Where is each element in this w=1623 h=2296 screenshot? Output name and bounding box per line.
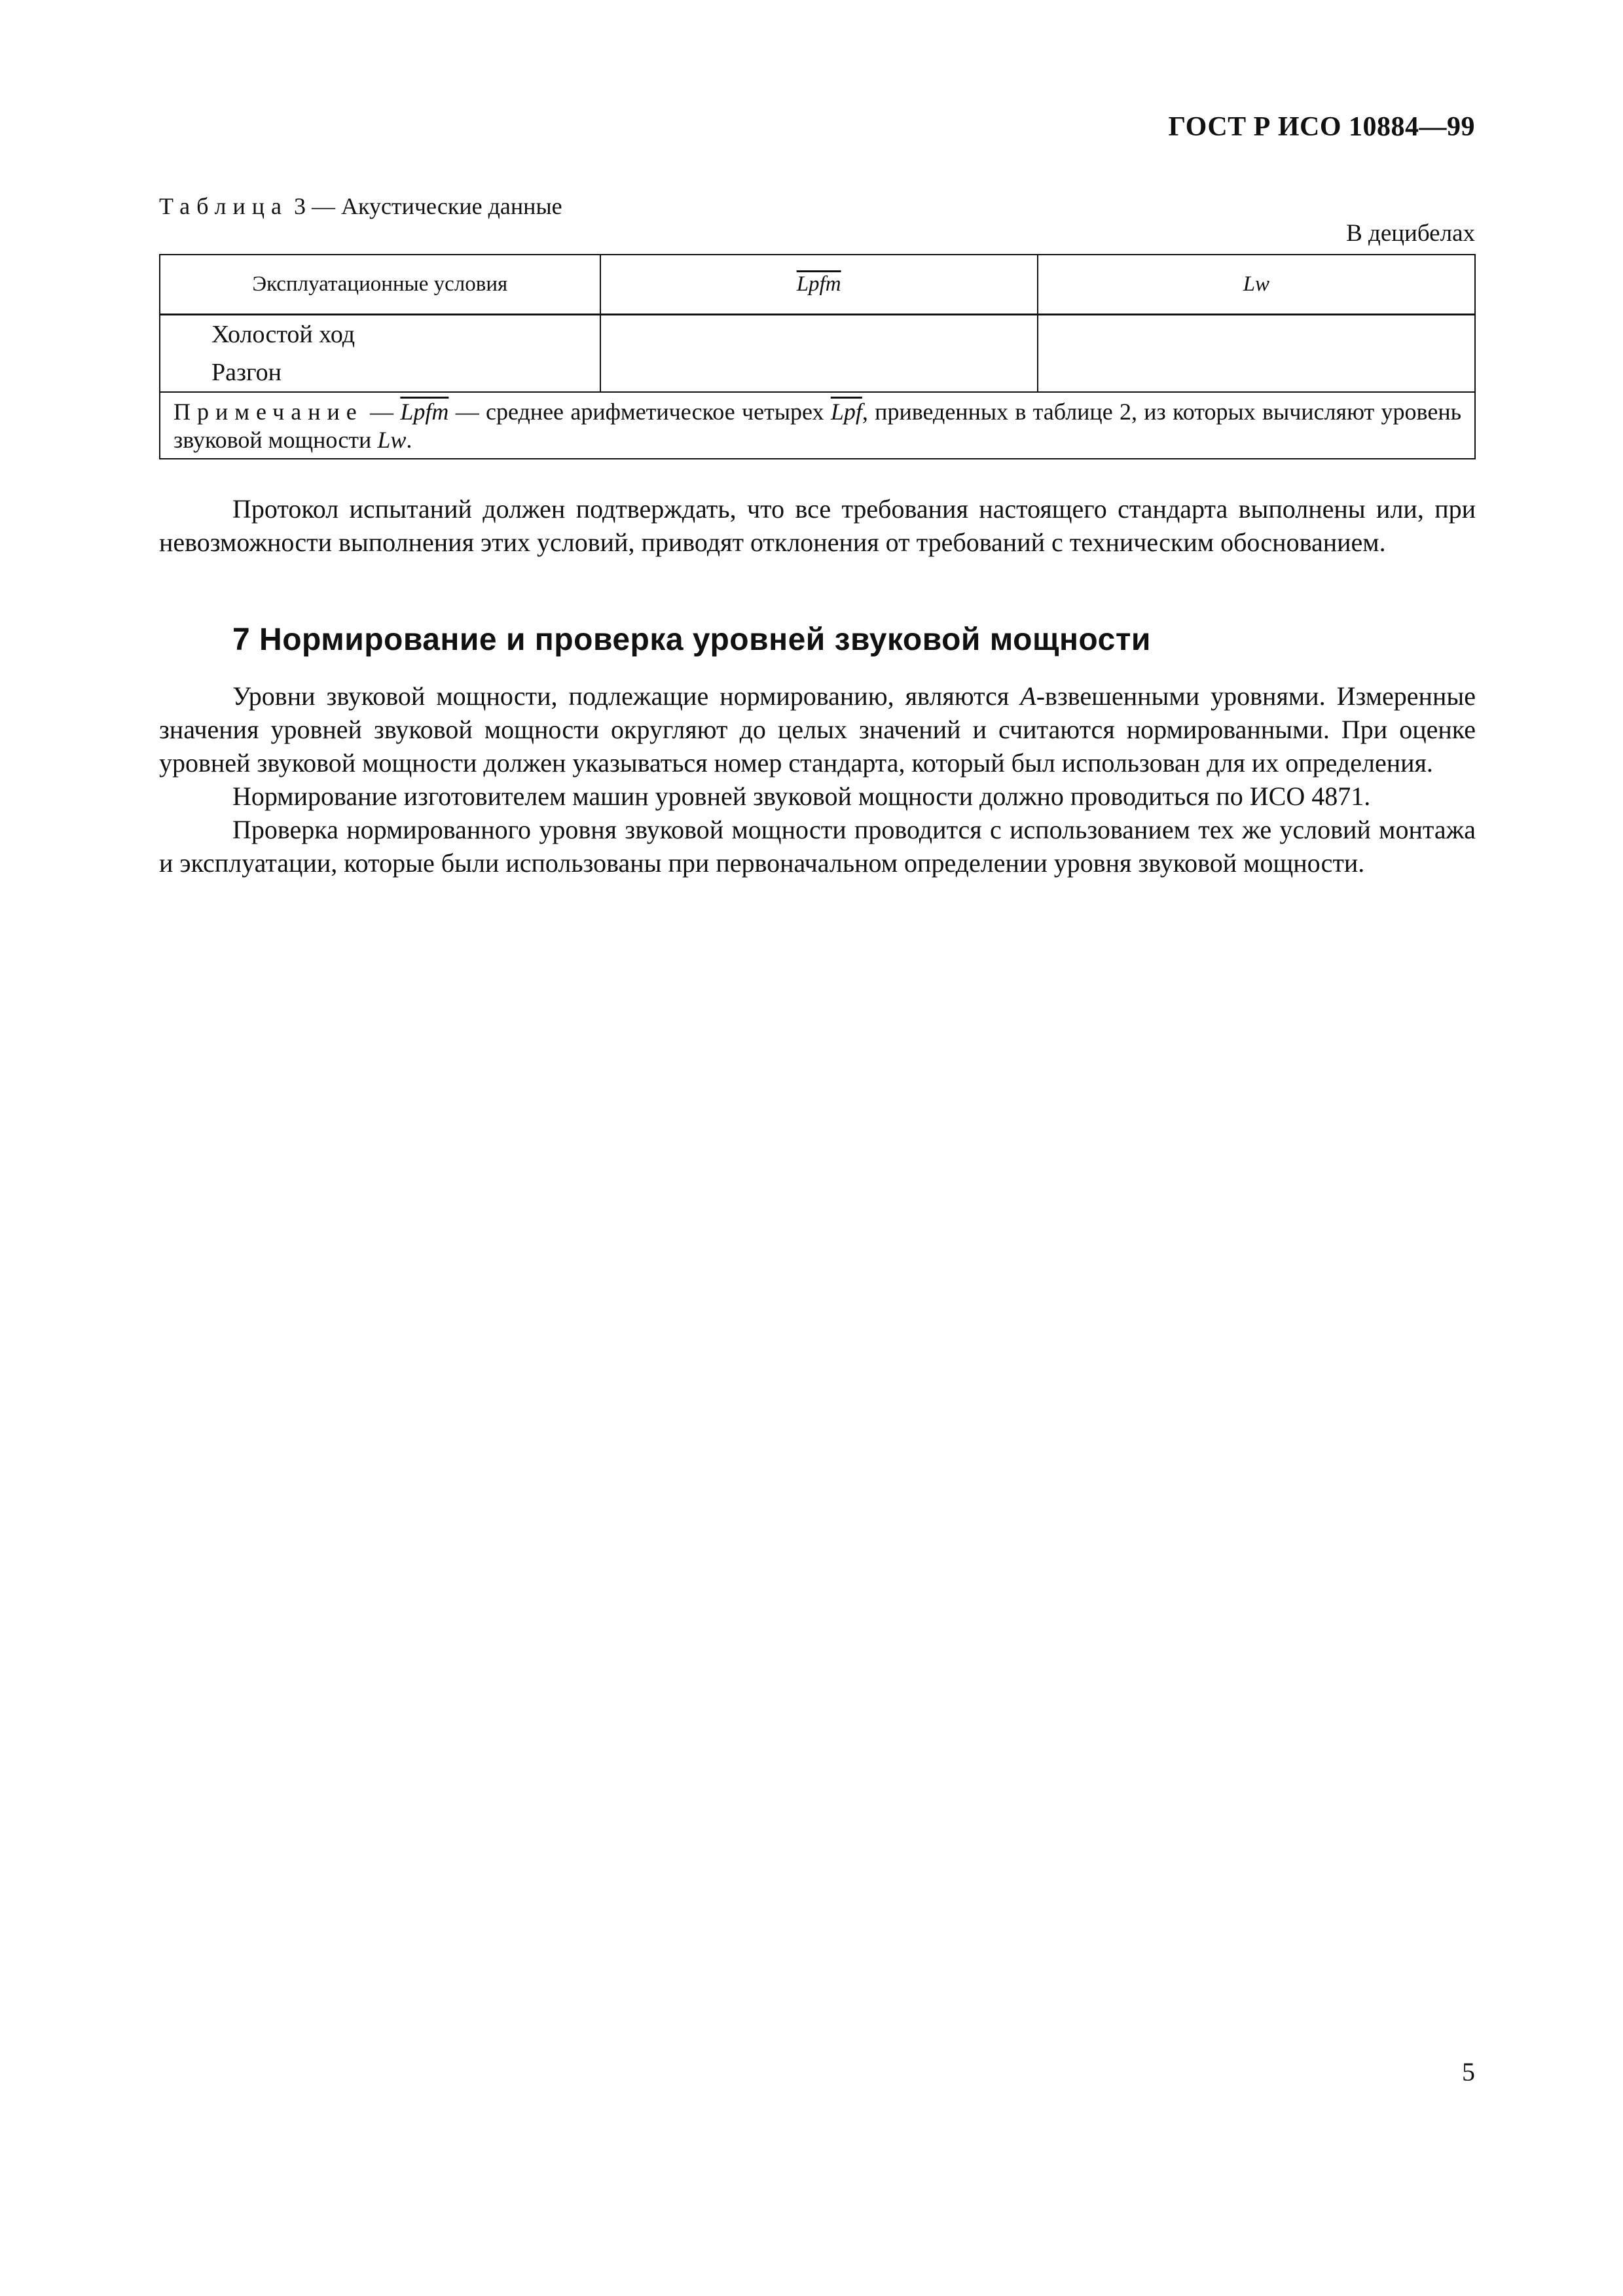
column-header-lw: Lw xyxy=(1038,255,1475,315)
note-dash: — xyxy=(363,399,401,425)
note-symbol-lpf: $\overline{Lpf}$ xyxy=(830,399,862,425)
a-weighted-symbol: A xyxy=(1020,681,1036,711)
table-caption-title: 3 — Акустические данные xyxy=(287,193,562,219)
note-symbol-lpfm: Lpfm xyxy=(400,399,449,425)
note-text-2: , приведенных в таблице 2, из которых вычисляют уровень звуковой мощности xyxy=(173,399,1461,453)
table-units: В децибелах xyxy=(1346,220,1475,247)
table-note xyxy=(160,392,1475,459)
condition-acceleration: Разгон xyxy=(211,359,282,386)
column-header-conditions: Эксплуатационные условия xyxy=(160,255,600,315)
column-header-lpfm xyxy=(600,255,1038,315)
section-7-title: 7 Нормирование и проверка уровней звуковой мощности xyxy=(232,622,1151,657)
lw-value-cell xyxy=(1038,315,1475,393)
paragraph-normalization-text-a: Уровни звуковой мощности, подлежащие нормированию, являются xyxy=(232,681,1021,711)
note-symbol-lw: Lw xyxy=(377,427,407,453)
protocol-paragraph: Протокол испытаний должен подтверждать, что все требования настоящего стандарта выполнены или, при невозможности выполнения этих условий, приводят отклонения от требований с техническим обоснованием. xyxy=(159,494,1476,557)
paragraph-normalization xyxy=(159,679,1476,780)
paragraph-normalization-text-b: -взвешенными уровнями. Измеренные значения уровней звуковой мощности округляют до целых значений и считаются нормированными. При оценке уровней звуковой мощности должен указываться номер стандарта, который был использован для их определения. xyxy=(159,681,1476,778)
protocol-paragraph-block xyxy=(159,492,1476,559)
page-number: 5 xyxy=(1462,2057,1475,2087)
paragraph-manufacturer: Нормирование изготовителем машин уровней звуковой мощности должно проводиться по ИСО 4871. xyxy=(232,781,1371,811)
table-caption-label: Таблица xyxy=(159,193,288,219)
table-body-row xyxy=(160,315,1475,393)
conditions-cell xyxy=(160,315,600,393)
table-note-row xyxy=(160,392,1475,459)
note-text-3: . xyxy=(406,427,412,453)
acoustic-data-table xyxy=(159,254,1476,459)
section-7-body xyxy=(159,679,1476,880)
table-caption xyxy=(159,192,562,220)
note-label: Примечание xyxy=(173,399,363,425)
condition-idle: Холостой ход xyxy=(211,321,356,348)
document-header: ГОСТ Р ИСО 10884—99 xyxy=(1168,112,1475,142)
lpfm-symbol: Lpfm xyxy=(796,272,841,296)
paragraph-verification: Проверка нормированного уровня звуковой мощности проводится с использованием тех же условий монтажа и эксплуатации, которые были использованы при первоначальном определении уровня звуковой мощности. xyxy=(159,815,1476,878)
lpfm-value-cell xyxy=(600,315,1038,393)
note-text-1: — среднее арифметическое четырех xyxy=(448,399,831,425)
table-header-row xyxy=(160,255,1475,315)
